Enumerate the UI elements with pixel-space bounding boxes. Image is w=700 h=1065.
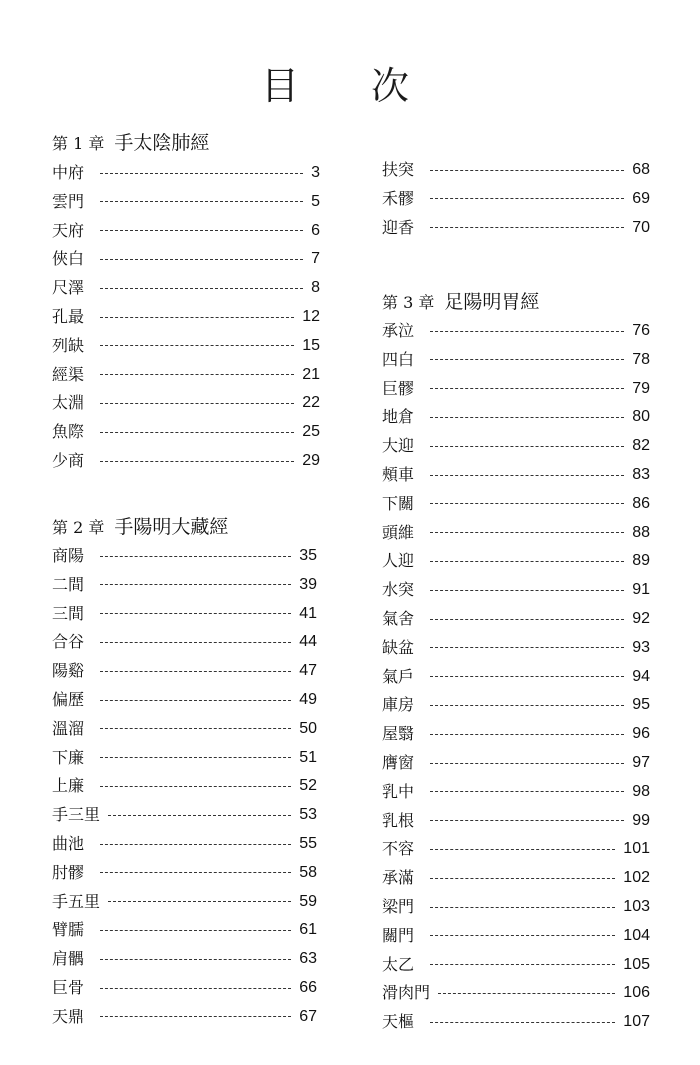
entry-name: 溫溜 — [52, 718, 85, 738]
entry-page-number: 96 — [632, 725, 650, 743]
toc-entry[interactable] — [382, 779, 650, 805]
entry-name: 手三里 — [52, 805, 101, 825]
leader-dots — [100, 1016, 291, 1017]
entry-page-number: 12 — [302, 308, 320, 325]
leader-dots — [100, 288, 303, 289]
entry-name: 偏歷 — [52, 690, 85, 709]
entry-page-number: 15 — [302, 336, 320, 354]
entry-page-number: 6 — [311, 221, 320, 239]
leader-dots — [100, 700, 291, 701]
entry-name: 水突 — [382, 580, 415, 600]
toc-entry[interactable] — [52, 1004, 317, 1030]
leader-dots — [430, 878, 615, 879]
entry-page-number: 50 — [299, 719, 317, 737]
entry-page-number: 59 — [299, 892, 317, 910]
entry-name: 大迎 — [382, 436, 415, 456]
toc-entry[interactable] — [52, 218, 320, 244]
toc-entry[interactable] — [382, 186, 650, 212]
toc-entry[interactable] — [382, 750, 650, 776]
toc-entry[interactable] — [52, 572, 317, 598]
entry-name: 下廉 — [52, 747, 85, 767]
entry-name: 承滿 — [382, 868, 415, 888]
toc-entry[interactable] — [52, 629, 317, 655]
leader-dots — [430, 791, 624, 792]
entry-name: 三間 — [52, 603, 85, 623]
entry-page-number: 91 — [632, 581, 650, 599]
leader-dots — [100, 728, 291, 729]
entry-name: 經渠 — [52, 364, 85, 384]
entry-name: 下關 — [382, 493, 415, 513]
leader-dots — [100, 374, 294, 375]
entry-page-number: 51 — [299, 748, 317, 766]
entry-name: 天樞 — [382, 1012, 415, 1032]
entry-page-number: 5 — [311, 192, 320, 210]
leader-dots — [100, 613, 291, 614]
entry-name: 庫房 — [382, 695, 415, 715]
entry-page-number: 70 — [632, 218, 650, 236]
toc-entry[interactable] — [382, 894, 650, 920]
entry-name: 四白 — [382, 349, 415, 369]
entry-name: 合谷 — [52, 632, 85, 652]
toc-entry[interactable] — [52, 658, 317, 684]
chapter-1-heading — [52, 128, 209, 155]
leader-dots — [100, 432, 294, 433]
chapter-number: 第 3 章 — [382, 293, 435, 312]
entry-name: 孔最 — [52, 307, 85, 326]
leader-dots — [430, 1022, 615, 1023]
entry-page-number: 3 — [311, 164, 320, 181]
leader-dots — [430, 705, 624, 706]
entry-name: 俠白 — [52, 249, 85, 269]
leader-dots — [100, 757, 291, 758]
toc-entry[interactable] — [382, 347, 650, 373]
chapter-number: 第 2 章 — [52, 518, 105, 537]
leader-dots — [430, 475, 624, 476]
toc-entry[interactable] — [382, 606, 650, 632]
leader-dots — [100, 317, 294, 318]
toc-entry[interactable] — [52, 160, 320, 186]
toc-entry[interactable] — [382, 635, 650, 661]
leader-dots — [430, 619, 624, 620]
entry-page-number: 80 — [632, 408, 650, 426]
leader-dots — [100, 959, 291, 960]
toc-entry[interactable] — [52, 362, 320, 388]
entry-page-number: 79 — [632, 379, 650, 397]
entry-name: 乳根 — [382, 810, 415, 830]
leader-dots — [430, 359, 624, 360]
leader-dots — [430, 849, 615, 850]
entry-name: 中府 — [52, 163, 85, 182]
entry-page-number: 61 — [299, 921, 317, 939]
entry-page-number: 41 — [299, 604, 317, 622]
entry-name: 巨骨 — [52, 978, 85, 997]
entry-name: 氣舍 — [382, 609, 415, 628]
leader-dots — [100, 786, 291, 787]
entry-page-number: 21 — [302, 365, 320, 383]
leader-dots — [108, 815, 291, 816]
entry-name: 太淵 — [52, 393, 85, 413]
entry-name: 手五里 — [52, 891, 101, 911]
toc-entry[interactable] — [52, 333, 320, 359]
toc-entry[interactable] — [382, 462, 650, 488]
entry-page-number: 7 — [311, 250, 320, 268]
toc-entry[interactable] — [382, 1009, 650, 1035]
leader-dots — [430, 331, 624, 332]
chapter-3-heading — [382, 287, 539, 314]
entry-name: 魚際 — [52, 422, 85, 442]
chapter-title: 手太陰肺經 — [114, 132, 210, 154]
leader-dots — [108, 901, 291, 902]
toc-entry[interactable] — [382, 923, 650, 949]
toc-entry[interactable] — [52, 246, 320, 272]
entry-name: 太乙 — [382, 954, 415, 974]
toc-entry[interactable] — [52, 275, 320, 301]
entry-name: 天鼎 — [52, 1006, 85, 1026]
entry-name: 列缺 — [52, 335, 85, 355]
entry-page-number: 98 — [632, 782, 650, 800]
toc-entry[interactable] — [382, 520, 650, 546]
leader-dots — [430, 170, 624, 171]
toc-entry[interactable] — [382, 404, 650, 430]
entry-page-number: 106 — [623, 984, 650, 1002]
entry-name: 頭維 — [382, 522, 415, 542]
leader-dots — [430, 590, 624, 591]
entry-page-number: 95 — [632, 696, 650, 714]
toc-entry[interactable] — [382, 433, 650, 459]
toc-entry[interactable] — [382, 836, 650, 862]
leader-dots — [100, 584, 291, 585]
entry-page-number: 66 — [299, 979, 317, 996]
toc-entry[interactable] — [52, 946, 317, 972]
entry-page-number: 86 — [632, 494, 650, 512]
leader-dots — [430, 935, 615, 936]
toc-entry[interactable] — [382, 664, 650, 690]
entry-name: 梁門 — [382, 897, 415, 916]
entry-page-number: 49 — [299, 691, 317, 708]
leader-dots — [100, 201, 303, 202]
toc-entry[interactable] — [382, 376, 650, 402]
toc-entry[interactable] — [52, 448, 320, 474]
entry-name: 臂臑 — [52, 920, 85, 940]
leader-dots — [430, 676, 624, 677]
toc-entry[interactable] — [382, 548, 650, 574]
leader-dots — [100, 844, 291, 845]
toc-entry[interactable] — [382, 215, 650, 241]
entry-page-number: 89 — [632, 552, 650, 570]
entry-name: 尺澤 — [52, 278, 85, 298]
entry-name: 關門 — [382, 925, 415, 945]
entry-name: 頰車 — [382, 465, 415, 484]
leader-dots — [430, 647, 624, 648]
toc-entry[interactable] — [52, 304, 320, 330]
toc-entry[interactable] — [52, 745, 317, 771]
leader-dots — [430, 388, 624, 389]
entry-name: 巨髎 — [382, 378, 415, 398]
entry-page-number: 105 — [623, 955, 650, 973]
leader-dots — [100, 872, 291, 873]
leader-dots — [100, 461, 294, 462]
entry-page-number: 83 — [632, 466, 650, 483]
entry-page-number: 63 — [299, 950, 317, 968]
toc-entry[interactable] — [382, 980, 650, 1006]
toc-entry[interactable] — [382, 491, 650, 517]
entry-name: 二間 — [52, 574, 85, 594]
leader-dots — [430, 820, 624, 821]
entry-page-number: 58 — [299, 863, 317, 881]
entry-name: 肩髃 — [52, 949, 85, 969]
entry-page-number: 55 — [299, 835, 317, 852]
entry-name: 承泣 — [382, 321, 415, 340]
entry-name: 肘髎 — [52, 862, 85, 882]
toc-entry[interactable] — [52, 687, 317, 713]
entry-name: 商陽 — [52, 546, 85, 565]
toc-entry[interactable] — [52, 860, 317, 886]
toc-entry[interactable] — [52, 543, 317, 569]
entry-page-number: 47 — [299, 662, 317, 680]
entry-page-number: 99 — [632, 811, 650, 829]
leader-dots — [100, 988, 291, 989]
entry-name: 陽谿 — [52, 661, 85, 681]
entry-page-number: 44 — [299, 633, 317, 651]
entry-page-number: 82 — [632, 437, 650, 455]
entry-name: 天府 — [52, 220, 85, 240]
toc-entry[interactable] — [52, 917, 317, 943]
toc-entry[interactable] — [382, 808, 650, 834]
chapter-title: 手陽明大藏經 — [114, 516, 229, 538]
toc-entry[interactable] — [382, 692, 650, 718]
leader-dots — [100, 930, 291, 931]
toc-entry[interactable] — [52, 716, 317, 742]
leader-dots — [100, 671, 291, 672]
toc-entry[interactable] — [382, 952, 650, 978]
leader-dots — [430, 763, 624, 764]
entry-page-number: 22 — [302, 394, 320, 412]
leader-dots — [100, 259, 303, 260]
toc-entry[interactable] — [382, 577, 650, 603]
entry-name: 人迎 — [382, 551, 415, 571]
toc-entry[interactable] — [52, 189, 320, 215]
leader-dots — [430, 532, 624, 533]
entry-page-number: 93 — [632, 638, 650, 656]
leader-dots — [100, 403, 294, 404]
entry-name: 不容 — [382, 839, 415, 859]
entry-name: 氣戶 — [382, 666, 415, 686]
entry-page-number: 35 — [299, 547, 317, 564]
entry-page-number: 101 — [623, 840, 650, 858]
leader-dots — [430, 964, 615, 965]
toc-entry[interactable] — [52, 601, 317, 627]
entry-name: 屋翳 — [382, 724, 415, 744]
entry-page-number: 94 — [632, 667, 650, 685]
leader-dots — [430, 446, 624, 447]
entry-name: 迎香 — [382, 217, 415, 237]
toc-entry[interactable] — [52, 773, 317, 799]
entry-page-number: 97 — [632, 754, 650, 771]
chapter-title: 足陽明胃經 — [444, 291, 540, 313]
toc-entry[interactable] — [382, 865, 650, 891]
entry-page-number: 8 — [311, 279, 320, 297]
leader-dots — [430, 417, 624, 418]
leader-dots — [430, 503, 624, 504]
toc-entry[interactable] — [52, 390, 320, 416]
entry-name: 地倉 — [382, 407, 415, 427]
entry-page-number: 88 — [632, 523, 650, 541]
leader-dots — [430, 734, 624, 735]
toc-entry[interactable] — [52, 889, 317, 915]
toc-entry[interactable] — [382, 721, 650, 747]
entry-page-number: 104 — [623, 926, 650, 944]
toc-entry[interactable] — [52, 419, 320, 445]
entry-page-number: 39 — [299, 575, 317, 593]
entry-name: 上廉 — [52, 776, 85, 796]
entry-page-number: 68 — [632, 161, 650, 178]
entry-page-number: 92 — [632, 610, 650, 627]
entry-page-number: 29 — [302, 452, 320, 469]
leader-dots — [100, 556, 291, 557]
toc-entry[interactable] — [52, 975, 317, 1001]
entry-page-number: 107 — [623, 1013, 650, 1031]
entry-page-number: 52 — [299, 777, 317, 795]
entry-name: 少商 — [52, 451, 85, 470]
leader-dots — [430, 198, 624, 199]
entry-page-number: 67 — [299, 1007, 317, 1025]
entry-page-number: 25 — [302, 423, 320, 441]
toc-entry[interactable] — [52, 802, 317, 828]
leader-dots — [438, 993, 615, 994]
entry-name: 曲池 — [52, 834, 85, 853]
leader-dots — [100, 345, 294, 346]
entry-page-number: 103 — [623, 898, 650, 915]
leader-dots — [430, 907, 615, 908]
leader-dots — [100, 230, 303, 231]
toc-entry[interactable] — [382, 318, 650, 344]
entry-name: 缺盆 — [382, 637, 415, 657]
entry-name: 滑肉門 — [382, 983, 431, 1003]
leader-dots — [430, 561, 624, 562]
entry-name: 膺窗 — [382, 753, 415, 772]
entry-page-number: 76 — [632, 322, 650, 339]
leader-dots — [430, 227, 624, 228]
leader-dots — [100, 173, 303, 174]
entry-name: 禾髎 — [382, 188, 415, 208]
entry-page-number: 102 — [623, 869, 650, 887]
entry-name: 乳中 — [382, 781, 415, 801]
toc-entry[interactable] — [382, 157, 650, 183]
page-title: 目 次 — [260, 64, 440, 109]
entry-page-number: 78 — [632, 350, 650, 368]
chapter-number: 第 1 章 — [52, 134, 105, 153]
entry-page-number: 69 — [632, 189, 650, 207]
toc-entry[interactable] — [52, 831, 317, 857]
entry-name: 雲門 — [52, 191, 85, 211]
chapter-2-heading — [52, 512, 228, 539]
leader-dots — [100, 642, 291, 643]
entry-page-number: 53 — [299, 806, 317, 824]
entry-name: 扶突 — [382, 160, 415, 179]
